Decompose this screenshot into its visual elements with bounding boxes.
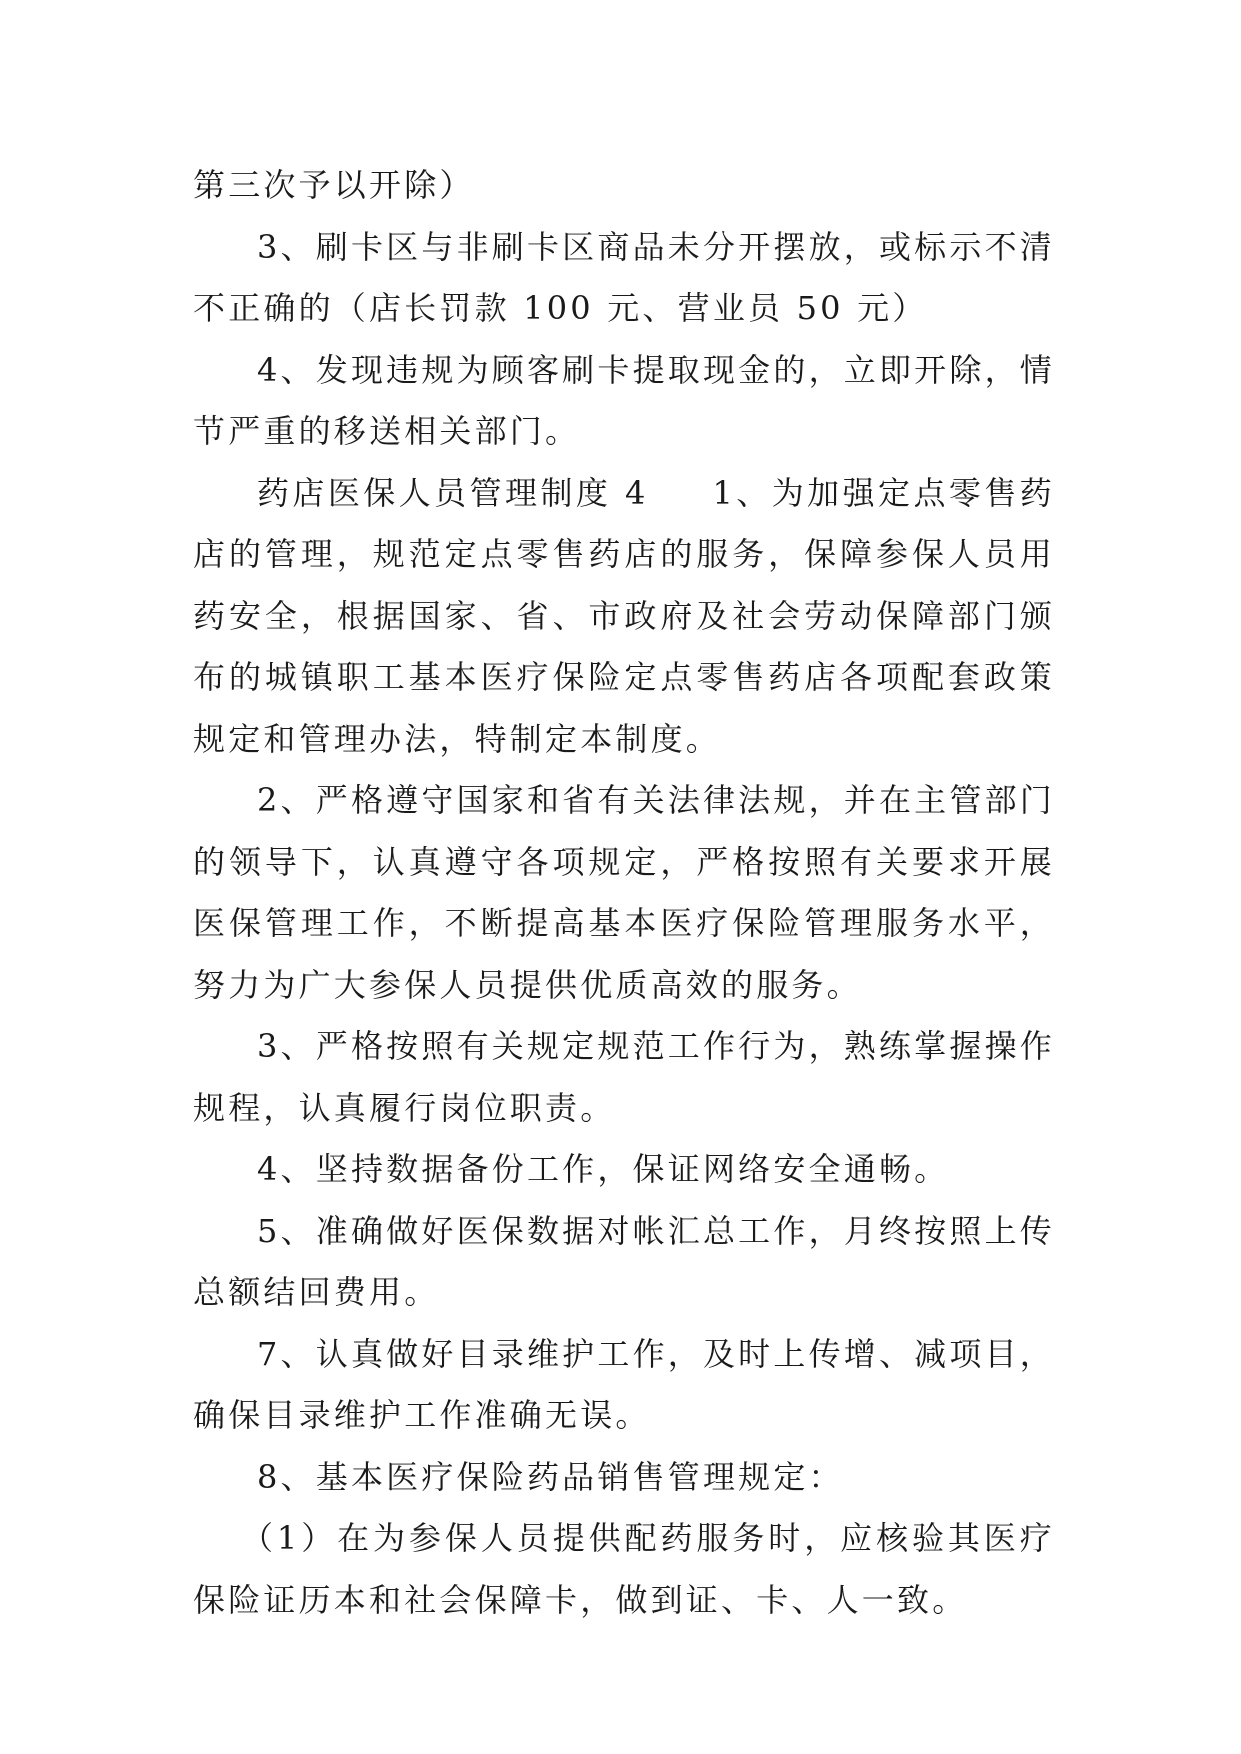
paragraph-item-3-card-zone: 3、刷卡区与非刷卡区商品未分开摆放，或标示不清不正确的（店长罚款 100 元、营业员 50 元）: [193, 227, 1055, 327]
section-item-1: 1、为加强定点零售药店的管理，规范定点零售药店的服务，保障参保人员用药安全，根据国家、省、市政府及社会劳动保障部门颁布的城镇职工基本医疗保险定点零售药店各项配套政策规定和管理办法，特制定本制度。: [193, 473, 1055, 758]
paragraph-continuation: 第三次予以开除）: [193, 166, 475, 204]
paragraph-item-7-catalog: 7、认真做好目录维护工作，及时上传增、减项目，确保目录维护工作准确无误。: [193, 1334, 1055, 1434]
paragraph-item-2-compliance: 2、严格遵守国家和省有关法律法规，并在主管部门的领导下，认真遵守各项规定，严格按照有关要求开展医保管理工作，不断提高基本医疗保险管理服务水平，努力为广大参保人员提供优质高效的服务。: [193, 781, 1055, 1004]
paragraph-item-4-backup: 4、坚持数据备份工作，保证网络安全通畅。: [257, 1150, 950, 1188]
paragraph-section-start: [193, 463, 1055, 771]
section-title: 药店医保人员管理制度 4: [257, 473, 649, 512]
paragraph-item-4-cash-violation: 4、发现违规为顾客刷卡提取现金的，立即开除，情节严重的移送相关部门。: [193, 350, 1055, 450]
document-body: [193, 155, 1055, 1631]
paragraph-item-5-reconciliation: 5、准确做好医保数据对帐汇总工作，月终按照上传总额结回费用。: [193, 1211, 1055, 1311]
paragraph-item-3-conduct: 3、严格按照有关规定规范工作行为，熟练掌握操作规程，认真履行岗位职责。: [193, 1027, 1055, 1127]
paragraph-subitem-1-verification: （1）在为参保人员提供配药服务时，应核验其医疗保险证历本和社会保障卡，做到证、卡、人一致。: [193, 1519, 1055, 1619]
paragraph-item-8-sales-rules: 8、基本医疗保险药品销售管理规定：: [257, 1457, 844, 1496]
